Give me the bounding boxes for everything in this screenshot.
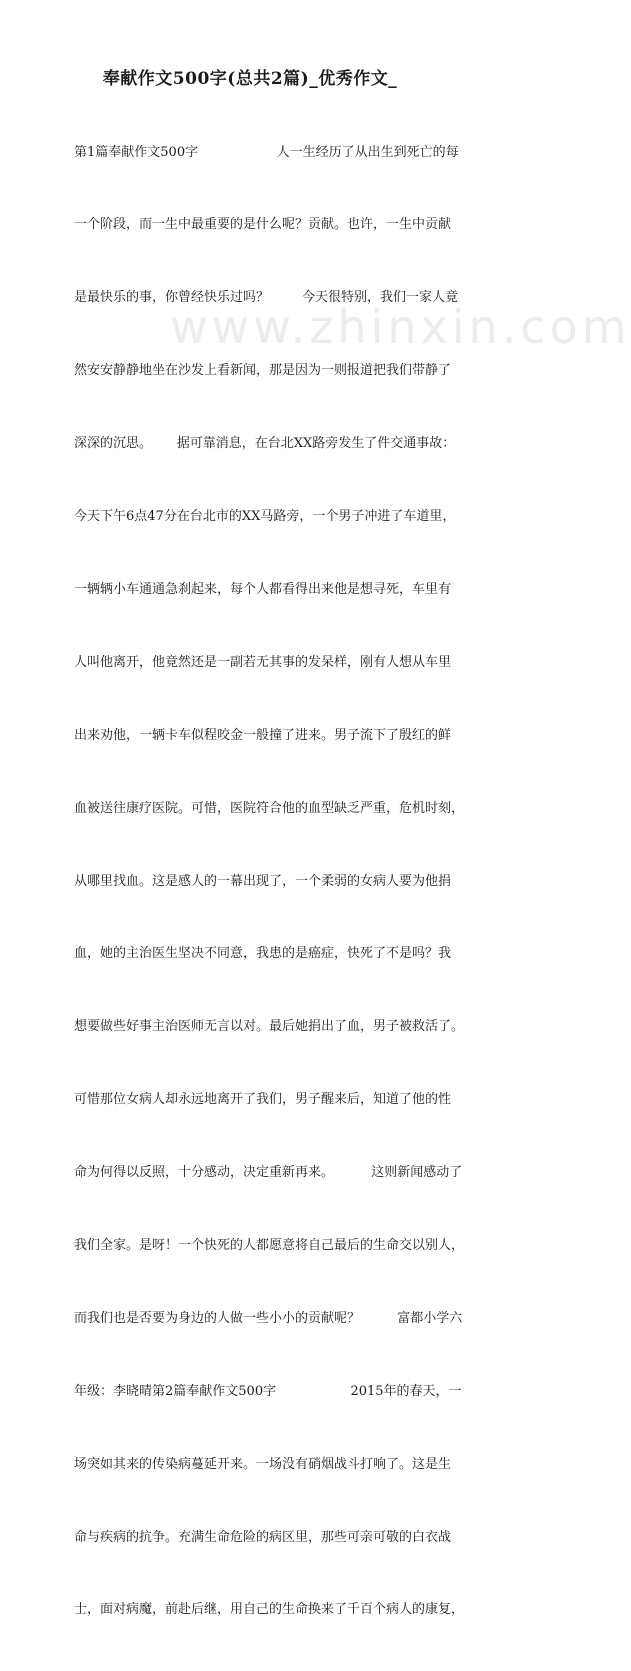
document-body [74,92,465,1671]
body-line: 深深的沉思。 据可靠消息，在台北XX路旁发生了件交通事故： [74,436,456,452]
body-line: 场突如其来的传染病蔓延开来。一场没有硝烟战斗打响了。这是生 [74,1456,452,1472]
body-line: 一个阶段，而一生中最重要的是什么呢？贡献。也许，一生中贡献 [74,217,452,233]
body-line: 人叫他离开，他竟然还是一副若无其事的发呆样，刚有人想从车里 [74,654,452,670]
body-line: 命为何得以反照，十分感动，决定重新再来。 这则新闻感动了 [74,1165,463,1181]
body-line: 而我们也是否要为身边的人做一些小小的贡献呢？ 富都小学六 [74,1310,463,1326]
body-line: 血被送往康疗医院。可惜，医院符合他的血型缺乏严重，危机时刻， [74,800,465,816]
body-line: 是最快乐的事，你曾经快乐过吗？ 今天很特别，我们一家人竟 [74,290,459,306]
body-line: 血，她的主治医生坚决不同意，我患的是癌症，快死了不是吗？我 [74,946,452,962]
body-line: 出来劝他，一辆卡车似程咬金一般撞了进来。男子流下了殷红的鲜 [74,727,452,743]
body-line: 命与疾病的抗争。充满生命危险的病区里，那些可亲可敬的白衣战 [74,1529,452,1545]
body-line: 然安安静静地坐在沙发上看新闻，那是因为一则报道把我们带静了 [74,363,452,379]
watermark: www.zhinxin.com [170,300,631,354]
document-title: 奉献作文500字(总共2篇)_优秀作文_ [102,69,398,89]
body-line: 我们全家。是呀！一个快死的人都愿意将自己最后的生命交以别人， [74,1237,465,1253]
body-line: 想要做些好事主治医师无言以对。最后她捐出了血，男子被救活了。 [74,1019,465,1035]
body-line: 一辆辆小车通通急刹起来，每个人都看得出来他是想寻死，车里有 [74,581,452,597]
body-line: 年级：李晓晴第2篇奉献作文500字 2015年的春天，一 [74,1383,462,1399]
body-line: 可惜那位女病人却永远地离开了我们，男子醒来后，知道了他的性 [74,1092,452,1108]
body-line: 今天下午6点47分在台北市的XX马路旁，一个男子冲进了车道里， [74,509,456,525]
body-line: 从哪里找血。这是感人的一幕出现了，一个柔弱的女病人要为他捐 [74,873,452,889]
body-line: 第1篇奉献作文500字 人一生经历了从出生到死亡的每 [74,144,459,160]
body-line: 士，面对病魔，前赴后继，用自己的生命换来了千百个病人的康复， [74,1602,465,1618]
